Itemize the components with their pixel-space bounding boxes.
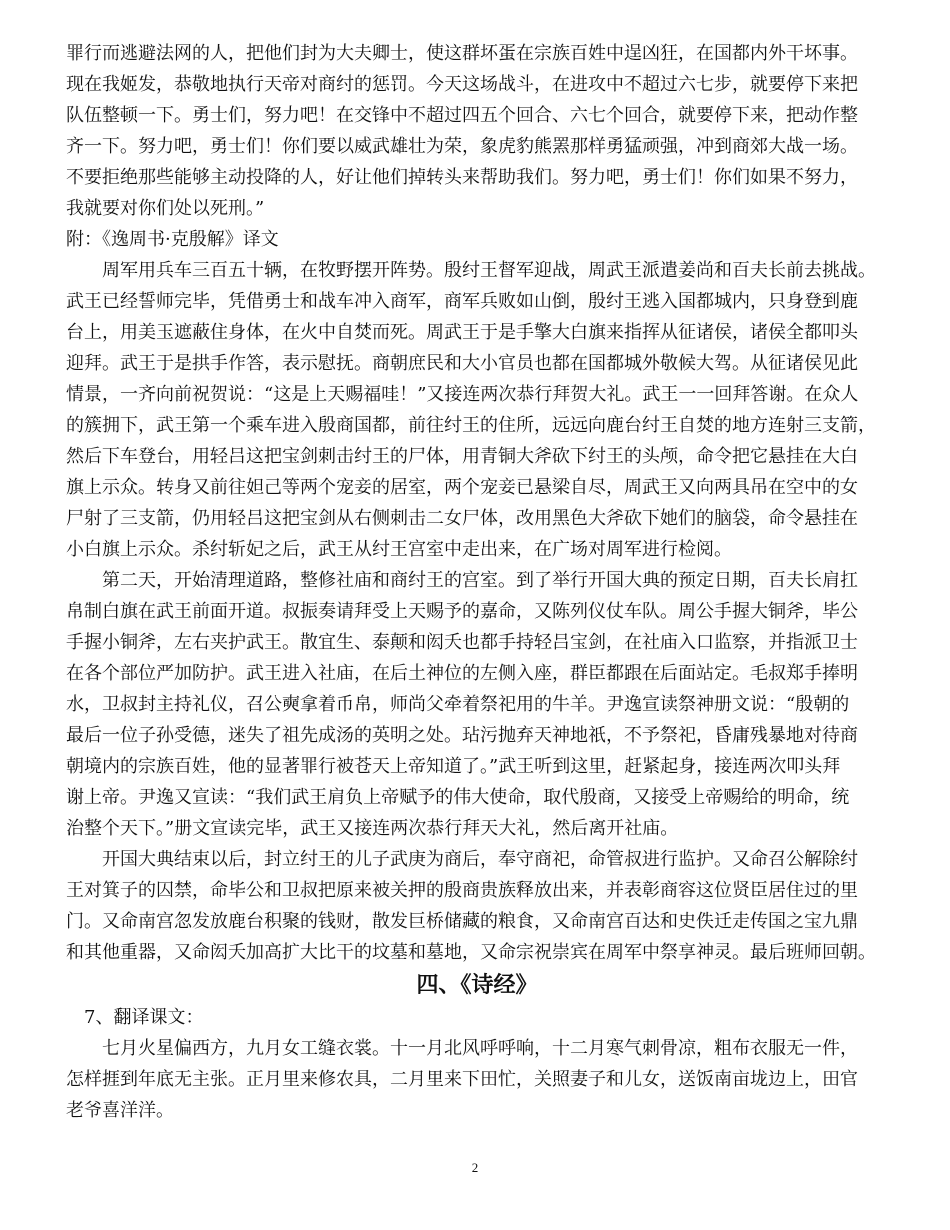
text-line: 尸射了三支箭，仍用轻吕这把宝剑从右侧刺击二女尸体，改用黑色大斧砍下她们的脑袋，命令悬挂在 xyxy=(66,508,858,529)
section-heading: 四、《诗经》 xyxy=(416,972,538,998)
paragraph-top xyxy=(66,38,888,224)
text-line: 老爷喜洋洋。 xyxy=(66,1100,174,1121)
text-line: 的簇拥下，武王第一个乘车进入殷商国都，前往纣王的住所，远远向鹿台纣王自焚的地方连射三支箭， xyxy=(66,415,876,436)
document-page xyxy=(66,38,888,1126)
text-line: 迎拜。武王于是拱手作答，表示慰抚。商朝庶民和大小官员也都在国都城外敬候大驾。从征诸侯见此 xyxy=(66,353,858,374)
text-line: 帛制白旗在武王前面开道。叔振奏请拜受上天赐予的嘉命，又陈列仪仗车队。周公手握大铜斧，毕公 xyxy=(66,601,858,622)
text-line: 队伍整顿一下。勇士们，努力吧！在交锋中不超过四五个回合、六七个回合，就要停下来，把动作整 xyxy=(66,105,858,126)
text-line: 水，卫叔封主持礼仪，召公奭拿着币帛，师尚父牵着祭祀用的牛羊。尹逸宣读祭神册文说：“殷朝的 xyxy=(66,694,850,715)
text-line: 手握小铜斧，左右夹护武王。散宜生、泰颠和闳夭也都手持轻吕宝剑，在社庙入口监察，并指派卫士 xyxy=(66,632,858,653)
text-line: 治整个天下。”册文宣读完毕，武王又接连两次恭行拜天大礼，然后离开社庙。 xyxy=(66,818,679,839)
text-line: 和其他重器，又命闳夭加高扩大比干的坟墓和墓地，又命宗祝崇宾在周军中祭享神灵。最后班师回朝。 xyxy=(66,942,876,963)
appendix-title: 附：《逸周书·克殷解》译文 xyxy=(66,229,279,250)
text-line: 怎样捱到年底无主张。正月里来修农具，二月里来下田忙，关照妻子和儿女，送饭南亩垅边上，田官 xyxy=(66,1069,858,1090)
text-line: 旗上示众。转身又前往妲己等两个宠妾的居室，两个宠妾已悬梁自尽，周武王又向两具吊在空中的女 xyxy=(66,477,858,498)
text-line: 然后下车登台，用轻吕这把宝剑刺击纣王的尸体，用青铜大斧砍下纣王的头颅，命令把它悬挂在大白 xyxy=(66,446,858,467)
text-line: 武王已经誓师完毕，凭借勇士和战车冲入商军，商军兵败如山倒，殷纣王逃入国都城内，只身登到鹿 xyxy=(66,291,858,312)
text-line: 在各个部位严加防护。武王进入社庙，在后土神位的左侧入座，群臣都跟在后面站定。毛叔郑手捧明 xyxy=(66,663,858,684)
text-line: 不要拒绝那些能够主动投降的人，好让他们掉转头来帮助我们。努力吧，勇士们！你们如果不努力， xyxy=(66,167,858,188)
paragraph-3 xyxy=(66,844,888,968)
text-line: 周军用兵车三百五十辆，在牧野摆开阵势。殷纣王督军迎战，周武王派遣姜尚和百夫长前去挑战。 xyxy=(102,260,876,281)
text-line: 谢上帝。尹逸又宣读：“我们武王肩负上帝赋予的伟大使命，取代殷商，又接受上帝赐给的明命，统 xyxy=(66,787,850,808)
subheading: 7、翻译课文： xyxy=(84,1007,204,1028)
text-line: 小白旗上示众。杀纣斩妃之后，武王从纣王宫室中走出来，在广场对周军进行检阅。 xyxy=(66,539,732,560)
text-line: 最后一位子孙受德，迷失了祖先成汤的英明之处。玷污抛弃天神地祇，不予祭祀，昏庸残暴地对待商 xyxy=(66,725,858,746)
text-line: 朝境内的宗族百姓，他的显著罪行被苍天上帝知道了。”武王听到这里，赶紧起身，接连两次叩头拜 xyxy=(66,756,841,777)
paragraph-4 xyxy=(66,1033,888,1126)
text-line: 情景，一齐向前祝贺说：“这是上天赐福哇！”又接连两次恭行拜贺大礼。武王一一回拜答谢。在众人 xyxy=(66,384,859,405)
text-line: 台上，用美玉遮蔽住身体，在火中自焚而死。周武王于是手擎大白旗来指挥从征诸侯，诸侯全都叩头 xyxy=(66,322,858,343)
paragraph-1 xyxy=(66,255,888,565)
text-line: 罪行而逃避法网的人，把他们封为大夫卿士，使这群坏蛋在宗族百姓中逞凶狂，在国都内外干坏事。 xyxy=(66,43,858,64)
text-line: 我就要对你们处以死刑。” xyxy=(66,198,265,219)
text-line: 现在我姬发，恭敬地执行天帝对商纣的惩罚。今天这场战斗，在进攻中不超过六七步，就要停下来把 xyxy=(66,74,858,95)
text-line: 齐一下。努力吧，勇士们！你们要以威武雄壮为荣，象虎豹熊罴那样勇猛顽强，冲到商郊大战一场。 xyxy=(66,136,858,157)
text-line: 门。又命南宫忽发放鹿台积聚的钱财，散发巨桥储藏的粮食，又命南宫百达和史佚迁走传国之宝九鼎 xyxy=(66,911,858,932)
text-line: 开国大典结束以后，封立纣王的儿子武庚为商后，奉守商祀，命管叔进行监护。又命召公解除纣 xyxy=(102,849,858,870)
text-line: 七月火星偏西方，九月女工缝衣裳。十一月北风呼呼响，十二月寒气刺骨凉，粗布衣服无一件， xyxy=(102,1038,858,1059)
text-line: 第二天，开始清理道路，整修社庙和商纣王的宫室。到了举行开国大典的预定日期，百夫长肩扛 xyxy=(102,570,858,591)
paragraph-2 xyxy=(66,565,888,844)
page-number: 2 xyxy=(471,1160,479,1175)
text-line: 王对箕子的囚禁，命毕公和卫叔把原来被关押的殷商贵族释放出来，并表彰商容这位贤臣居住过的里 xyxy=(66,880,858,901)
